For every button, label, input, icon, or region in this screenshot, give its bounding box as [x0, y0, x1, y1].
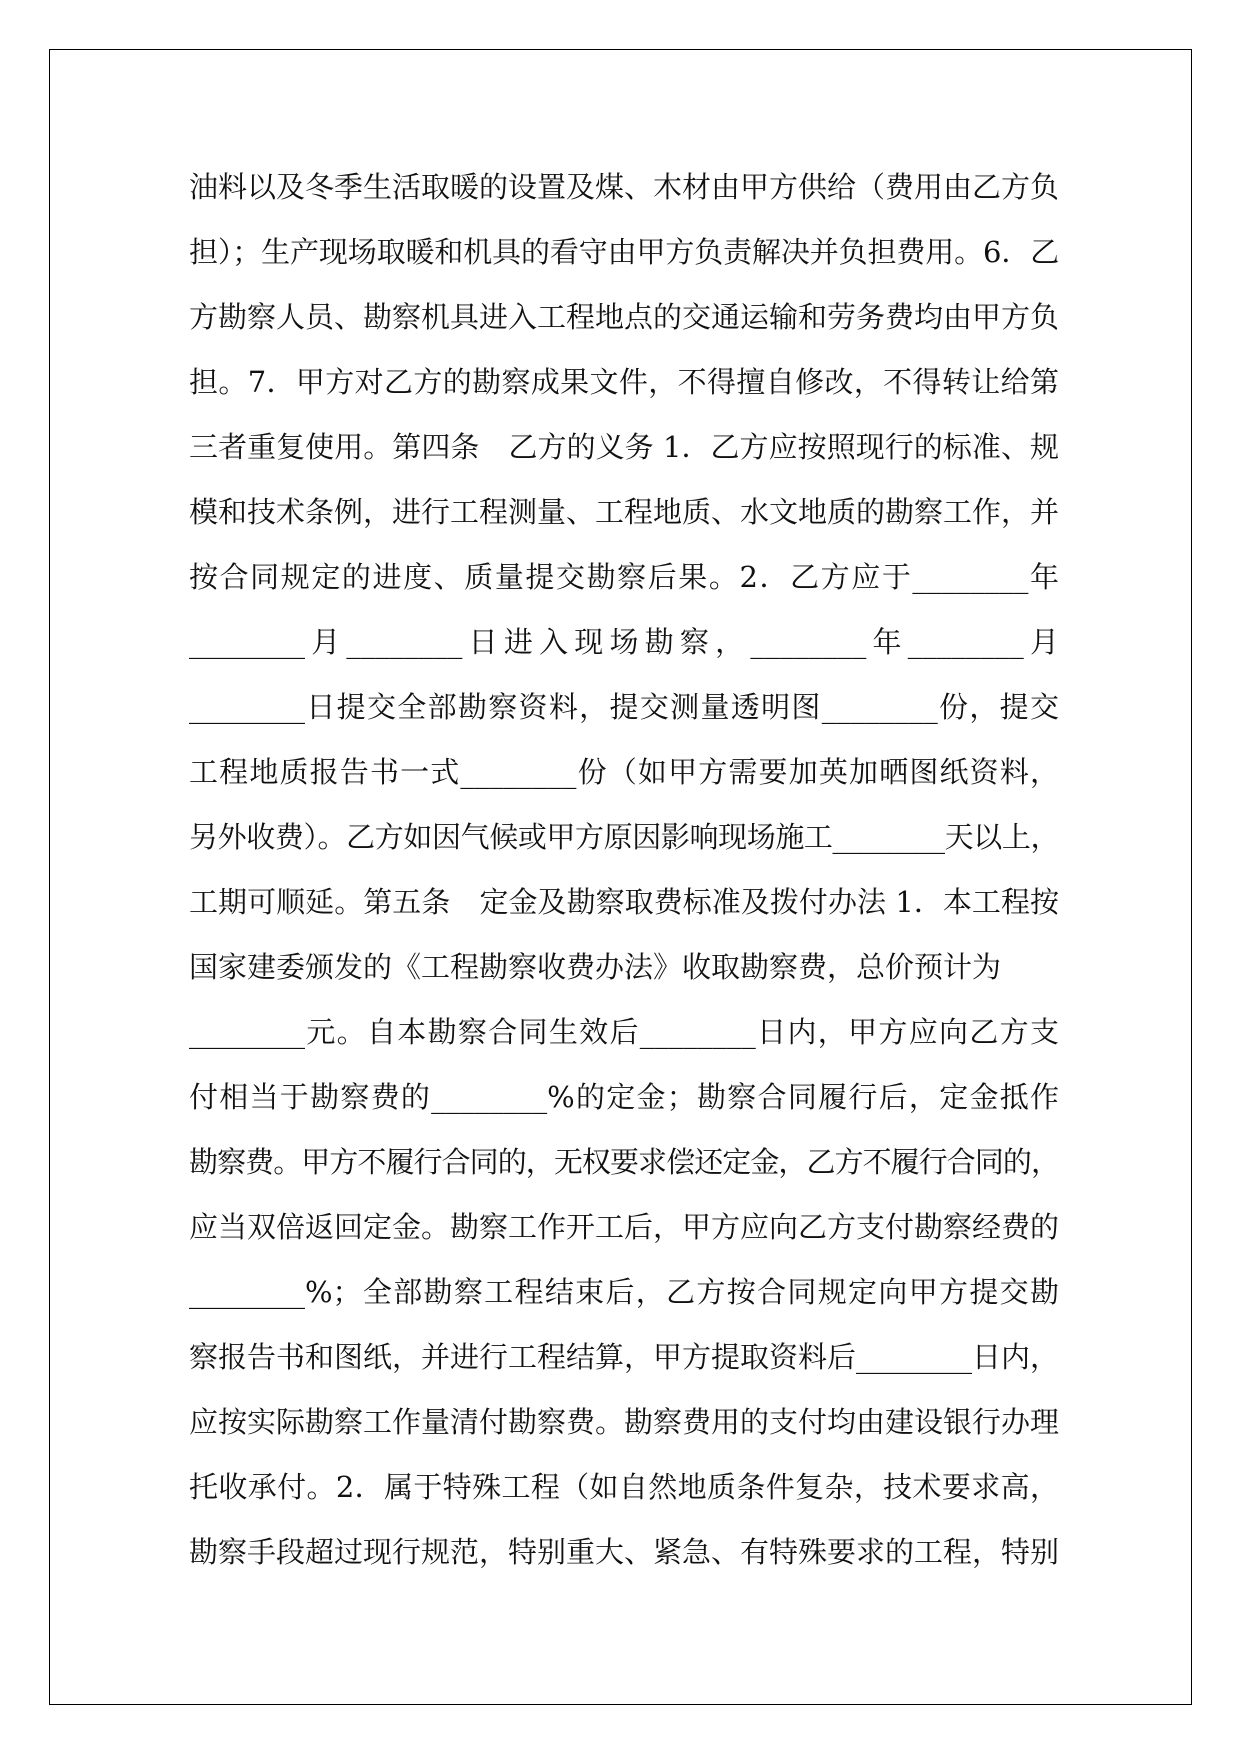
document-line: 担。7．甲方对乙方的勘察成果文件，不得擅自修改，不得转让给第	[189, 365, 1059, 399]
document-line: 三者重复使用。第四条 乙方的义务 1．乙方应按照现行的标准、规	[189, 430, 1059, 464]
document-line: 勘察费。甲方不履行合同的，无权要求偿还定金，乙方不履行合同的，	[189, 1145, 1059, 1179]
document-line: 勘察手段超过现行规范，特别重大、紧急、有特殊要求的工程，特别	[189, 1535, 1060, 1569]
document-line: ________元。自本勘察合同生效后________日内，甲方应向乙方支	[189, 1015, 1059, 1049]
document-line: 按合同规定的进度、质量提交勘察后果。2．乙方应于________年	[189, 560, 1059, 594]
document-line: 工期可顺延。第五条 定金及勘察取费标准及拨付办法 1．本工程按	[189, 885, 1059, 919]
document-line: 国家建委颁发的《工程勘察收费办法》收取勘察费，总价预计为	[189, 950, 1002, 984]
document-line: 付相当于勘察费的________%的定金；勘察合同履行后，定金抵作	[189, 1080, 1059, 1114]
document-line: 察报告书和图纸，并进行工程结算，甲方提取资料后________日内，	[189, 1340, 1060, 1374]
document-body	[189, 155, 1059, 1585]
document-line: 方勘察人员、勘察机具进入工程地点的交通运输和劳务费均由甲方负	[189, 300, 1060, 334]
document-line: ________月________日进入现场勘察，________年________月	[189, 625, 1059, 659]
document-line: 应当双倍返回定金。勘察工作开工后，甲方应向乙方支付勘察经费的	[189, 1210, 1060, 1244]
document-line: ________日提交全部勘察资料，提交测量透明图________份，提交	[189, 690, 1059, 724]
document-line: 另外收费）。乙方如因气候或甲方原因影响现场施工________天以上，	[189, 820, 1059, 854]
document-line: 工程地质报告书一式________份（如甲方需要加英加晒图纸资料，	[189, 755, 1059, 789]
document-line: 油料以及冬季生活取暖的设置及煤、木材由甲方供给（费用由乙方负	[189, 170, 1060, 204]
document-line: 担）；生产现场取暖和机具的看守由甲方负责解决并负担费用。6．乙	[189, 235, 1059, 269]
document-line: 托收承付。2．属于特殊工程（如自然地质条件复杂，技术要求高，	[189, 1470, 1059, 1504]
document-line: 应按实际勘察工作量清付勘察费。勘察费用的支付均由建设银行办理	[189, 1405, 1060, 1439]
document-line: ________%；全部勘察工程结束后，乙方按合同规定向甲方提交勘	[189, 1275, 1059, 1309]
document-line: 模和技术条例，进行工程测量、工程地质、水文地质的勘察工作，并	[189, 495, 1060, 529]
